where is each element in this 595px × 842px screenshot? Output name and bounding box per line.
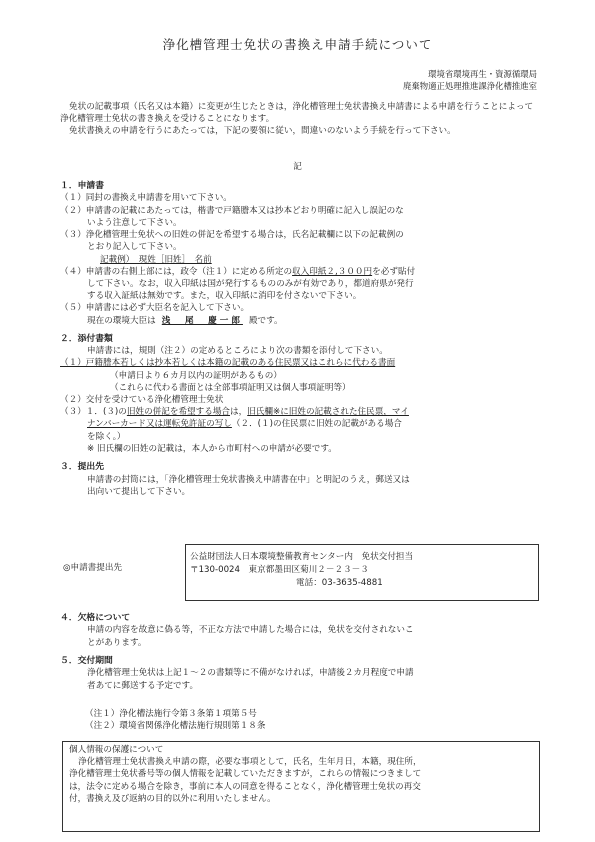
s1-item-5: （５）申請書には必ず大臣名を記入して下さい。 (60, 303, 250, 314)
privacy-line-1: 浄化槽管理士免状書換え申請の際，必要な事項として，氏名，生年月日，本籍，現住所， (78, 757, 422, 768)
s1-i5-pre: 現在の環境大臣は (87, 315, 156, 326)
s2-i3-u1: 旧姓の併記を希望する場合 (126, 407, 231, 418)
s2-item-3b (60, 418, 542, 430)
s2-i3-pre: （３）１．(３)の (60, 407, 127, 418)
section-4-heading: ４．欠格について (60, 613, 131, 623)
s1-item-1: （１）同封の書換え申請書を用いて下さい。 (60, 193, 232, 204)
s2-i1-text: （１）戸籍謄本若しくは抄本若しくは本籍の記載のある住民票又はこれらに代わる書面 (60, 358, 396, 369)
s3-lead-1: 申請書の封筒には，「浄化槽管理士免状書換え申請書在中」と明記のうえ，郵送又は (87, 474, 410, 485)
sections-4-5 (60, 612, 542, 692)
s2-item-1 (60, 357, 542, 369)
s1-item-4a (60, 266, 542, 278)
s2-i3-mid: は， (230, 407, 248, 418)
s1-item-3a: （３）浄化槽管理士免状への旧姓の併記を希望する場合は，氏名記載欄に以下の記載例の (60, 230, 404, 241)
s4-line-2: とがあります。 (87, 637, 147, 648)
privacy-line-2: 浄化槽管理士免状番号等の個人情報を記載していただきますが，これらの情報につきまして (69, 769, 422, 780)
section-1-heading: １．申請書 (60, 181, 104, 191)
s1-item-3b: とおり記入して下さい。 (87, 242, 182, 253)
submission-address: 〒130-0024 東京都墨田区菊川２－２３－３ (190, 565, 369, 575)
privacy-line-3: は，法令に定める場合を除き，事前に本人の同意を得ることなく，浄化槽管理士免状の再交 (69, 781, 421, 792)
main-content (60, 180, 542, 498)
submission-org: 公益財団法人日本環境整備教育センター内 免状交付担当 (190, 552, 414, 562)
s2-item-1c: （これらに代わる書面とは全部事項証明又は個人事項証明等） (110, 382, 351, 393)
submission-label: ◎申請書提出先 (63, 563, 123, 573)
s1-item-4b: して下さい。なお，収入印紙は国が発行するもののみが有効であり，都道府県が発行 (87, 278, 414, 289)
privacy-heading: 個人情報の保護について (69, 745, 164, 755)
s2-i3-u2: 旧氏欄※に旧姓の記載された住民票，マイ (247, 407, 409, 418)
intro-paragraph-1: 免状の記載事項（氏名又は本籍）に変更が生じたときは，浄化槽管理士免状書換え申請書による申請を行うことによって浄化槽管理士免状の書き換えを受けることになります。 (60, 102, 534, 125)
s2-item-3c: を除く。） (87, 431, 126, 442)
s2-item-2: （２）交付を受けている浄化槽管理士免状 (60, 395, 224, 406)
privacy-box (62, 741, 540, 832)
s1-i4-post: を必ず貼付 (372, 266, 416, 277)
s2-item-3a (60, 406, 542, 418)
submission-phone: 電話：03-3635-4881 (296, 578, 383, 588)
note-2: （注２）環境省関係浄化槽法施行規則第１８条 (85, 721, 266, 732)
s1-item-3c (60, 254, 542, 266)
s1-i4-stamp: 収入印紙２,３００円 (292, 266, 373, 277)
s5-line-2: 者あてに郵送する予定です。 (87, 680, 199, 691)
s5-line-1: 浄化槽管理士免状は上記１～２の書類等に不備がなければ，申請後２カ月程度で申請 (87, 668, 414, 679)
s2-lead: 申請書には，規則（注２）の定めるところにより次の書類を添付して下さい。 (87, 346, 388, 357)
notes (85, 708, 265, 732)
s2-item-1b: （申請日より６カ月以内の証明があるもの） (110, 370, 282, 381)
s1-example: 記載例） 現姓［旧姓］ 名前 (100, 254, 212, 265)
s4-line-1: 申請の内容を故意に偽る等，不正な方法で申請した場合には，免状を交付されないこ (87, 625, 414, 636)
intro (60, 101, 540, 138)
s2-i3b-post: （２．(１)の住民票に旧姓の記載がある場合 (231, 419, 402, 430)
minister-name: 浅 尾 慶一郎 (161, 315, 243, 326)
s2-item-3d: ※ 旧氏欄の旧姓の記載は，本人から市町村への申請が必要です。 (87, 443, 337, 454)
s1-item-2b: いよう注意して下さい。 (87, 217, 182, 228)
submission-address-box (185, 544, 539, 601)
privacy-line-4: 付，書換え及び返納の目的以外に利用いたしません。 (69, 793, 276, 804)
s1-item-5b (60, 315, 542, 327)
issuer-line-2: 廃棄物適正処理推進課浄化槽推進室 (403, 81, 537, 92)
s1-i5-post: 殿です。 (248, 315, 283, 326)
ki-heading: 記 (293, 162, 302, 172)
page-title: 浄化槽管理士免状の書換え申請手続について (162, 37, 433, 52)
issuer-block (403, 68, 537, 92)
section-5-heading: ５．交付期間 (60, 655, 113, 666)
s2-i3b-u: ナンバーカード又は運転免許証の写し (87, 419, 232, 430)
section-2-heading: ２．添付書類 (60, 333, 113, 344)
issuer-line-1: 環境省環境再生・資源循環局 (428, 69, 537, 79)
note-1: （注１）浄化槽法施行令第３条第１項第５号 (85, 709, 257, 719)
intro-paragraph-2: 免状書換えの申請を行うにあたっては，下記の要領に従い，間違いのないよう手続を行って下さい。 (69, 126, 456, 137)
s1-item-2a: （２）申請書の記載にあたっては，楷書で戸籍謄本又は抄本どおり明確に記入し誤記のな (60, 205, 404, 216)
s3-lead-2: 出向いて提出して下さい。 (87, 486, 191, 497)
s1-item-4c: する収入証紙は無効です。また，収入印紙に消印を付さないで下さい。 (87, 291, 362, 302)
section-3-heading: ３．提出先 (60, 462, 104, 473)
s1-i4-pre: （４）申請書の右側上部には，政令（注１）に定める所定の (60, 266, 293, 277)
